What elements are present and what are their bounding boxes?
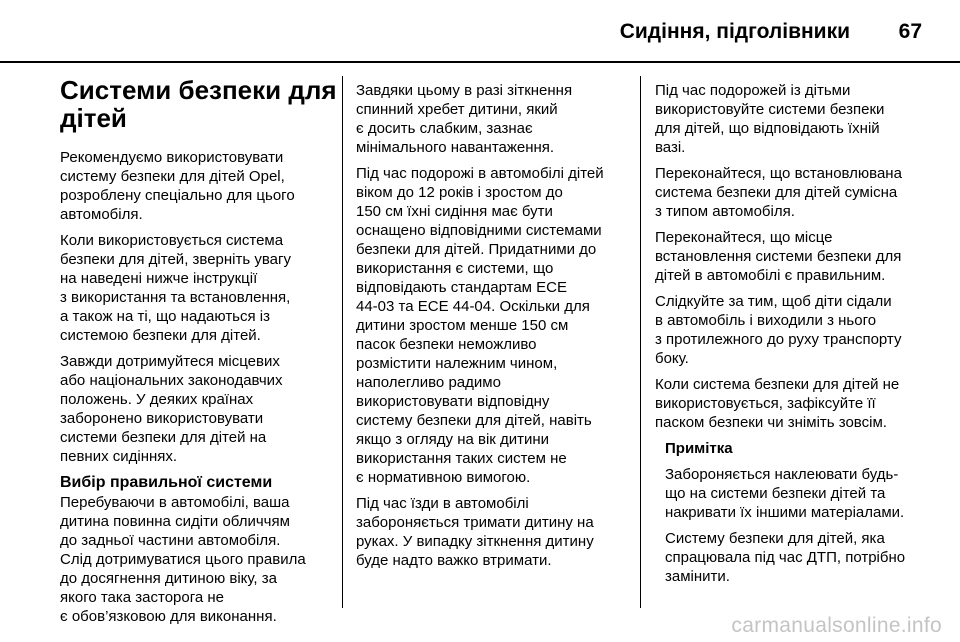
- text-line: оснащено відповідними системами: [356, 222, 602, 239]
- text-line: дітей в автомобілі є правильним.: [655, 267, 886, 284]
- text-line: 44-03 та ECE 44-04. Оскільки для: [356, 298, 590, 315]
- text-line: на наведені нижче інструкції: [60, 270, 258, 287]
- text-line: 150 см їхні сидіння має бути: [356, 203, 553, 220]
- text-line: Слід дотримуватися цього правила: [60, 551, 306, 568]
- text-line: в автомобіль і виходили з нього: [655, 312, 877, 329]
- text-line: дітей: [60, 103, 127, 133]
- column-divider-1: [342, 76, 343, 608]
- text-line: відповідають стандартам ECE: [356, 279, 567, 296]
- paragraph-rear-facing: [60, 493, 340, 626]
- text-line: Під час подорожі в автомобілі дітей: [356, 165, 604, 182]
- paragraph-exit-side: [655, 292, 923, 368]
- text-line: дитина повинна сидіти обличчям: [60, 513, 290, 530]
- text-line: системою безпеки для дітей.: [60, 327, 261, 344]
- text-line: пасок безпеки неможливо: [356, 336, 537, 353]
- text-line: боку.: [655, 350, 689, 367]
- note-paragraph-replace: [665, 529, 923, 586]
- note-paragraph-stickers: [665, 465, 923, 522]
- text-line: системи безпеки для дітей на: [60, 429, 267, 446]
- text-line: Коли система безпеки для дітей не: [655, 376, 900, 393]
- text-line: з протилежного до руху транспорту: [655, 331, 902, 348]
- text-line: руках. У випадку зіткнення дитину: [356, 533, 594, 550]
- text-line: якого така засторога не: [60, 589, 225, 606]
- text-line: заборонено використовувати: [60, 410, 264, 427]
- text-line: до задньої частини автомобіля.: [60, 532, 281, 549]
- text-line: систему безпеки для дітей Opel,: [60, 168, 285, 185]
- text-line: Перебуваючи в автомобілі, ваша: [60, 494, 290, 511]
- text-line: Рекомендуємо використовувати: [60, 149, 284, 166]
- text-line: наполегливо радимо: [356, 374, 501, 391]
- text-line: до досягнення дитиною віку, за: [60, 570, 277, 587]
- text-line: автомобіля.: [60, 206, 143, 223]
- text-line: спинний хребет дитини, який: [356, 101, 558, 118]
- text-line: мінімального навантаження.: [356, 139, 555, 156]
- text-line: використовувати відповідну: [356, 393, 550, 410]
- text-line: Забороняється наклеювати будь-: [665, 466, 899, 483]
- text-line: дитини зростом менше 150 см: [356, 317, 569, 334]
- column-divider-2: [640, 76, 641, 608]
- text-line: якщо з огляду на вік дитини: [356, 431, 550, 448]
- text-line: а також на ті, що надаються із: [60, 308, 270, 325]
- paragraph-position: [655, 228, 923, 285]
- text-line: для дітей, що відповідають їхній: [655, 120, 880, 137]
- text-line: забороняється тримати дитину на: [356, 514, 594, 531]
- text-line: Систему безпеки для дітей, яка: [665, 530, 885, 547]
- text-line: розроблену спеціально для цього: [60, 187, 295, 204]
- text-line: Системи безпеки для: [60, 75, 337, 105]
- text-line: Завжди дотримуйтеся місцевих: [60, 353, 280, 370]
- text-line: використання таких систем не: [356, 450, 567, 467]
- text-line: використовується, зафіксуйте її: [655, 395, 876, 412]
- text-line: або національних законодавчих: [60, 372, 283, 389]
- column-3: [655, 81, 923, 593]
- text-line: накривати їх іншими матеріалами.: [665, 504, 905, 521]
- column-1: [60, 76, 340, 633]
- note-title: Примітка: [665, 440, 733, 457]
- text-line: з використання та встановлення,: [60, 289, 291, 306]
- paragraph-unused: [655, 375, 923, 432]
- text-line: Під час їзди в автомобілі: [356, 495, 529, 512]
- header-rule: [0, 61, 960, 63]
- text-line: віком до 12 років і зростом до: [356, 184, 563, 201]
- text-line: з типом автомобіля.: [655, 203, 795, 220]
- text-line: що на системи безпеки дітей та: [665, 485, 886, 502]
- paragraph-regulations: [60, 352, 340, 466]
- text-line: безпеки для дітей. Придатними до: [356, 241, 597, 258]
- paragraph-compatibility: [655, 164, 923, 221]
- text-line: безпеки для дітей, зверніть увагу: [60, 251, 291, 268]
- text-line: є нормативною вимогою.: [356, 469, 531, 486]
- text-line: розмістити належним чином,: [356, 355, 558, 372]
- text-line: використовуйте системи безпеки: [655, 101, 885, 118]
- text-line: положень. У деяких країнах: [60, 391, 254, 408]
- text-line: певних сидіннях.: [60, 448, 178, 465]
- text-line: Переконайтеся, що встановлювана: [655, 165, 902, 182]
- paragraph-spine: [356, 81, 638, 157]
- text-line: є обов’язковою для виконання.: [60, 608, 277, 625]
- page-number: 67: [898, 20, 922, 43]
- text-line: Завдяки цьому в разі зіткнення: [356, 82, 573, 99]
- column-2: [356, 81, 638, 577]
- text-line: використання є системи, що: [356, 260, 554, 277]
- text-line: Під час подорожей із дітьми: [655, 82, 851, 99]
- text-line: спрацювала під час ДТП, потрібно: [665, 549, 906, 566]
- text-line: встановлення системи безпеки для: [655, 248, 902, 265]
- subsection-title: Вибір правильної системи: [60, 474, 273, 491]
- section-title: [60, 76, 340, 132]
- text-line: система безпеки для дітей сумісна: [655, 184, 898, 201]
- paragraph-holding-child: [356, 494, 638, 570]
- paragraph-intro: [60, 148, 340, 224]
- paragraph-weight: [655, 81, 923, 157]
- text-line: систему безпеки для дітей, навіть: [356, 412, 592, 429]
- text-line: є досить слабким, зазнає: [356, 120, 533, 137]
- paragraph-instructions: [60, 231, 340, 345]
- paragraph-age-height: [356, 164, 638, 487]
- text-line: Переконайтеся, що місце: [655, 229, 833, 246]
- note-box: [665, 439, 923, 586]
- watermark: carmanualsonline.info: [731, 614, 942, 637]
- running-header-title: Сидіння, підголівники: [619, 20, 850, 43]
- text-line: Коли використовується система: [60, 232, 284, 249]
- text-line: замінити.: [665, 568, 730, 585]
- text-line: паском безпеки чи зніміть зовсім.: [655, 414, 887, 431]
- text-line: вазі.: [655, 139, 686, 156]
- text-line: буде надто важко втримати.: [356, 552, 552, 569]
- text-line: Слідкуйте за тим, щоб діти сідали: [655, 293, 892, 310]
